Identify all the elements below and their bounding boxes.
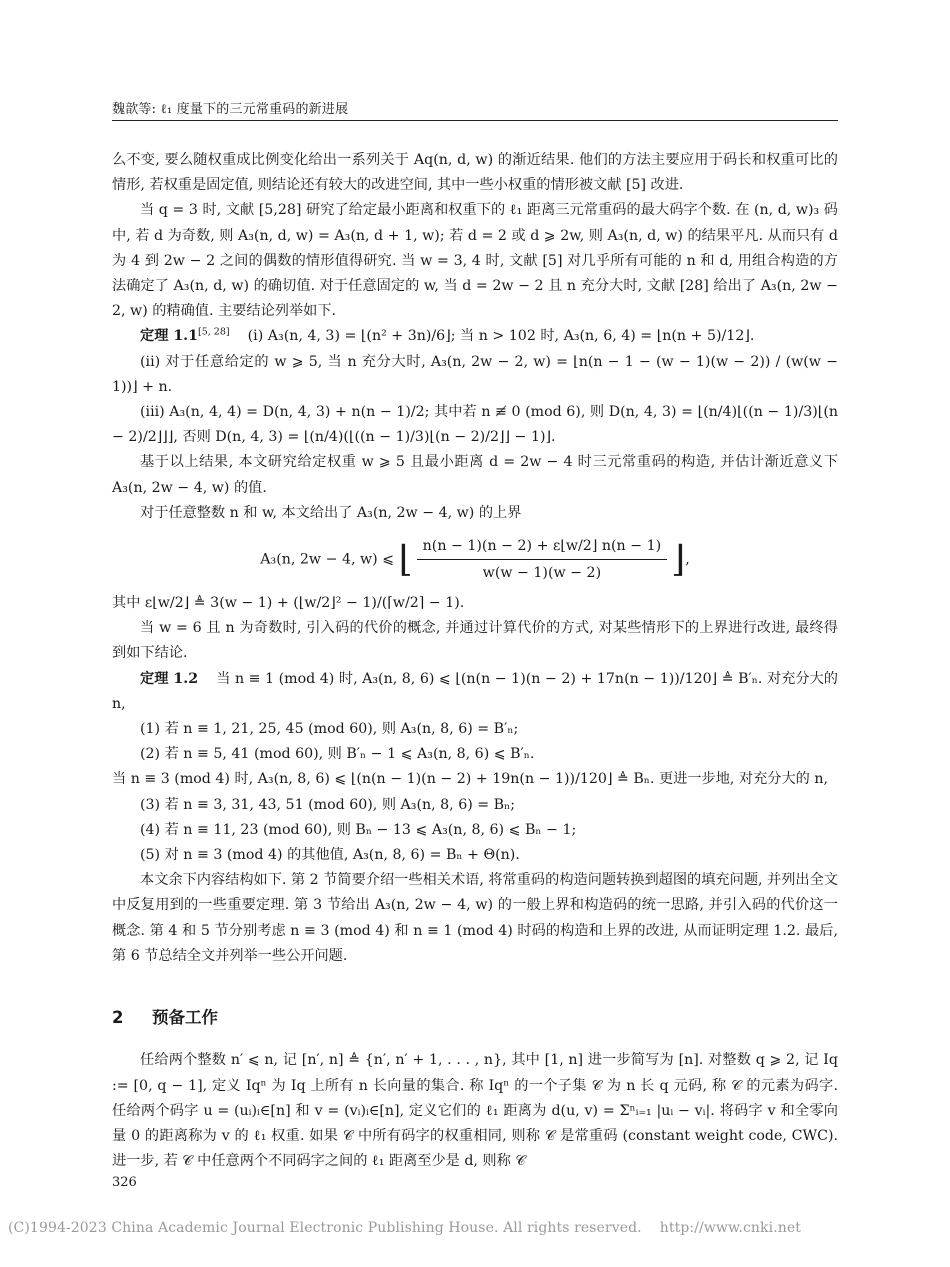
- paragraph-2: 当 q = 3 时, 文献 [5,28] 研究了给定最小距离和权重下的 ℓ₁ 距离三元常重码的最大码字个数. 在 (n, d, w)₃ 码中, 若 d 为奇数, 则 A₃(n, d, w) = A₃(n, d + 1, w); 若 d = 2 或 d ⩾ 2w, 则 A₃(n, d, w) 的结果平凡. 从而只有 d 为 4 到 2w − 2 之间的偶数的情形值得研究. 当 w = 3, 4 时, 文献 [5] 对几乎所有可能的 n 和 d, 用组合构造的方法确定了 A₃(n, d, w) 的确切值. 对于任意固定的 w, 当 d = 2w − 2 且 n 充分大时, 文献 [28] 给出了 A₃(n, 2w − 2, w) 的精确值. 主要结论列举如下.: [112, 202, 838, 320]
- paragraph-4: 对于任意整数 n 和 w, 本文给出了 A₃(n, 2w − 4, w) 的上界: [140, 504, 522, 521]
- theorem-1-2-mid: 当 n ≡ 3 (mod 4) 时, A₃(n, 8, 6) ⩽ ⌊(n(n − 1)(n − 2) + 19n(n − 1))/120⌋ ≜ Bₙ. 更进一步地, 对充分大的 n,: [112, 771, 829, 788]
- copyright-footer: [8, 1220, 942, 1236]
- theorem-1-2-intro-text: 当 n ≡ 1 (mod 4) 时, A₃(n, 8, 6) ⩽ ⌊(n(n − 1)(n − 2) + 17n(n − 1))/120⌋ ≜ B′ₙ. 对充分大的 n,: [112, 670, 838, 712]
- equation-fraction: [417, 536, 668, 583]
- theorem-1-1-part-ii: (ii) 对于任意给定的 w ⩾ 5, 当 n 充分大时, A₃(n, 2w − 2, w) = ⌊n(n − 1 − (w − 1)(w − 2)) / (w(w − 1))⌋ + n.: [112, 353, 838, 395]
- theorem-1-2-label: 定理 1.2: [140, 670, 199, 687]
- theorem-1-1-cite: [5, 28]: [198, 326, 230, 338]
- theorem-1-1-part-iii: (iii) A₃(n, 4, 4) = D(n, 4, 3) + n(n − 1)/2; 其中若 n ≢ 0 (mod 6), 则 D(n, 4, 3) = ⌊(n/4)⌊((n − 1)/3)⌊(n − 2)/2⌋⌋⌋, 否则 D(n, 4, 3) = ⌊(n/4)(⌊((n − 1)/3)⌊(n − 2)/2⌋⌋ − 1)⌋.: [112, 404, 838, 446]
- copyright-url: http://www.cnki.net: [659, 1220, 801, 1236]
- floor-left: ⌊: [398, 538, 413, 580]
- copyright-text: (C)1994-2023 China Academic Journal Electronic Publishing House. All rights reserved.: [8, 1220, 642, 1236]
- theorem-1-1-label: 定理 1.1: [140, 328, 198, 345]
- running-head: 魏歆等: ℓ₁ 度量下的三元常重码的新进展: [112, 102, 349, 117]
- paragraph-6: 当 w = 6 且 n 为奇数时, 引入码的代价的概念, 并通过计算代价的方式, 对某些情形下的上界进行改进, 最终得到如下结论.: [112, 620, 838, 662]
- floor-right: ⌋: [671, 538, 686, 580]
- paragraph-5: 其中 ε⌊w/2⌋ ≜ 3(w − 1) + (⌊w/2⌋² − 1)/(⌈w/2⌉ − 1).: [112, 595, 465, 612]
- page-number: 326: [112, 1175, 137, 1190]
- theorem-1-2-case-3: (3) 若 n ≡ 3, 31, 43, 51 (mod 60), 则 A₃(n, 8, 6) = Bₙ;: [140, 796, 516, 813]
- paragraph-3: 基于以上结果, 本文研究给定权重 w ⩾ 5 且最小距离 d = 2w − 4 时三元常重码的构造, 并估计渐近意义下 A₃(n, 2w − 4, w) 的值.: [112, 454, 838, 496]
- theorem-1-2-intro: [112, 667, 838, 717]
- section-2-heading: [112, 1005, 838, 1030]
- theorem-1-1-part-i: (i) A₃(n, 4, 3) = ⌊(n² + 3n)/6⌋; 当 n > 102 时, A₃(n, 6, 4) = ⌊n(n + 5)/12⌋.: [247, 328, 755, 345]
- theorem-1-2-case-1: (1) 若 n ≡ 1, 21, 25, 45 (mod 60), 则 A₃(n, 8, 6) = B′ₙ;: [140, 721, 519, 738]
- theorem-1-2-case-2: (2) 若 n ≡ 5, 41 (mod 60), 则 B′ₙ − 1 ⩽ A₃(n, 8, 6) ⩽ B′ₙ.: [140, 746, 535, 763]
- theorem-1-1-i: [112, 324, 838, 349]
- body-text: [112, 148, 838, 1174]
- theorem-1-2-case-5: (5) 对 n ≡ 3 (mod 4) 的其他值, A₃(n, 8, 6) = Bₙ + Θ(n).: [140, 847, 520, 864]
- section-2-title: 预备工作: [152, 1008, 218, 1028]
- paragraph-8: 任给两个整数 n′ ⩽ n, 记 [n′, n] ≜ {n′, n′ + 1, . . . , n}, 其中 [1, n] 进一步简写为 [n]. 对整数 q ⩾ 2, 记 Iq := [0, q − 1], 定义 Iqⁿ 为 Iq 上所有 n 长向量的集合. 称 Iqⁿ 的一个子集 𝒞 为 n 长 q 元码, 称 𝒞 的元素为码字. 任给两个码字 u = (uᵢ)ᵢ∈[n] 和 v = (vᵢ)ᵢ∈[n], 定义它们的 ℓ₁ 距离为 d(u, v) = Σⁿᵢ₌₁ |uᵢ − vᵢ|. 将码字 v 和全零向量 0 的距离称为 v 的 ℓ₁ 权重. 如果 𝒞 中所有码字的权重相同, 则称 𝒞 是常重码 (constant weight code, CWC). 进一步, 若 𝒞 中任意两个不同码字之间的 ℓ₁ 距离至少是 d, 则称 𝒞: [112, 1052, 838, 1170]
- theorem-1-2-case-4: (4) 若 n ≡ 11, 23 (mod 60), 则 Bₙ − 13 ⩽ A₃(n, 8, 6) ⩽ Bₙ − 1;: [140, 821, 577, 838]
- paragraph-1: 么不变, 要么随权重成比例变化给出一系列关于 Aq(n, d, w) 的渐近结果. 他们的方法主要应用于码长和权重可比的情形, 若权重是固定值, 则结论还有较大的改进空间, 其中一些小权重的情形被文献 [5] 改进.: [112, 152, 838, 194]
- header-rule: [112, 120, 838, 121]
- equation-tail: ,: [685, 551, 690, 568]
- paragraph-7: 本文余下内容结构如下. 第 2 节简要介绍一些相关术语, 将常重码的构造问题转换到超图的填充问题, 并列出全文中反复用到的一些重要定理. 第 3 节给出 A₃(n, 2w − 4, w) 的一般上界和构造码的统一思路, 并引入码的代价这一概念. 第 4 和 5 节分别考虑 n ≡ 3 (mod 4) 和 n ≡ 1 (mod 4) 时码的构造和上界的改进, 从而证明定理 1.2. 最后, 第 6 节总结全文并列举一些公开问题.: [112, 872, 838, 964]
- upper-bound-equation: [112, 536, 838, 583]
- equation-numerator: n(n − 1)(n − 2) + ε⌊w/2⌋ n(n − 1): [417, 536, 668, 560]
- section-2-number: 2: [112, 1008, 124, 1028]
- equation-lhs: A₃(n, 2w − 4, w) ⩽: [260, 551, 395, 568]
- equation-denominator: w(w − 1)(w − 2): [482, 565, 602, 582]
